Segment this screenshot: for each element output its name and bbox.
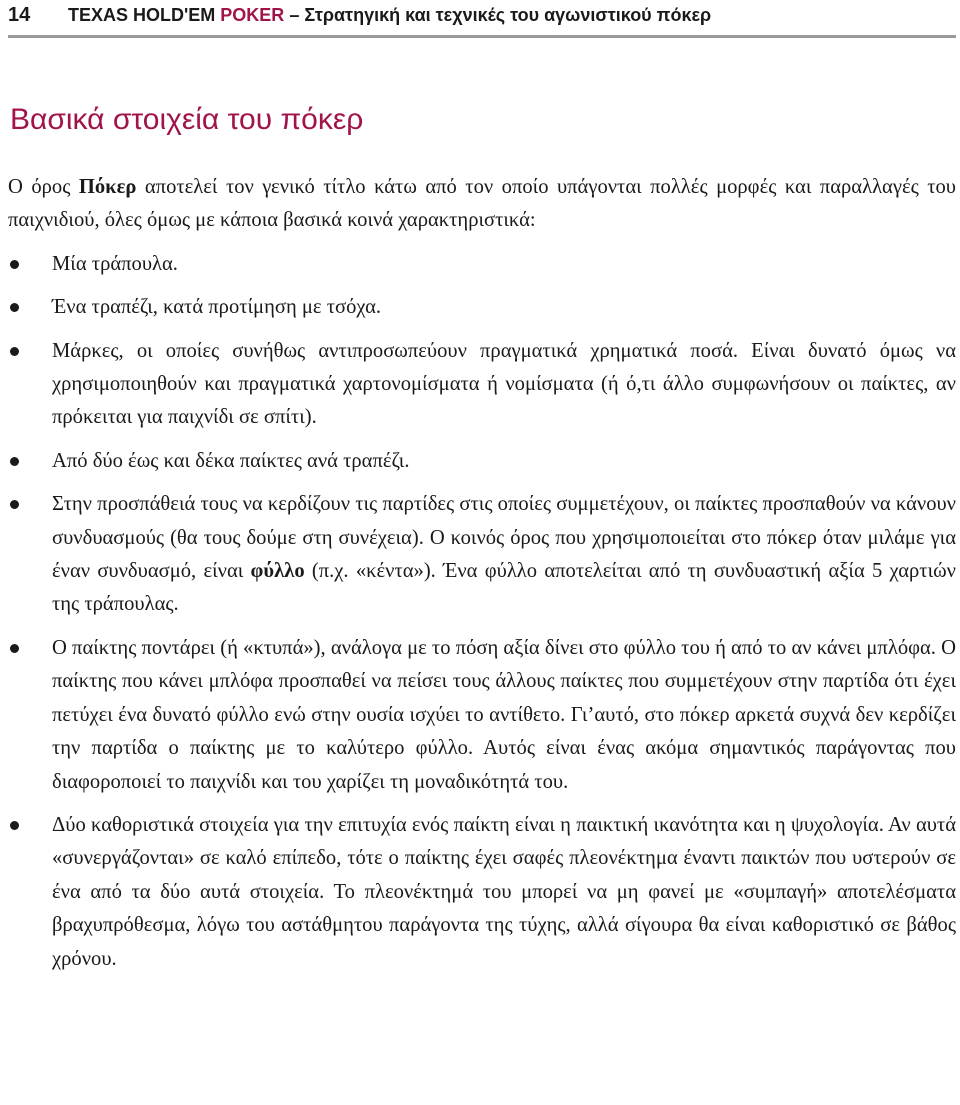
page-number: 14 bbox=[8, 4, 31, 26]
book-title-accent: POKER bbox=[220, 5, 285, 25]
list-item bbox=[8, 809, 956, 976]
list-item bbox=[8, 335, 956, 435]
book-title: TEXAS HOLD'EM bbox=[68, 5, 221, 25]
list-item-text-post: (π.χ. «κέντα»). Ένα φύλλο αποτελείται από τη συνδυαστική αξία 5 χαρτιών της τράπουλας. bbox=[52, 560, 956, 616]
list-item-text: Από δύο έως και δέκα παίκτες ανά τραπέζι. bbox=[52, 449, 410, 472]
list-item-text: Ένα τραπέζι, κατά προτίμηση με τσόχα. bbox=[52, 296, 382, 319]
intro-term: Πόκερ bbox=[78, 176, 137, 198]
book-subtitle: – Στρατηγική και τεχνικές του αγωνιστικού πόκερ bbox=[284, 5, 712, 25]
bullet-icon bbox=[10, 644, 19, 653]
list-item bbox=[8, 445, 956, 478]
list-item bbox=[8, 291, 956, 324]
list-item bbox=[8, 632, 956, 799]
list-item-text: Δύο καθοριστικά στοιχεία για την επιτυχία ενός παίκτη είναι η παικτική ικανότητα και η ψυχολογία. Αν αυτά «συνεργάζονται» σε καλό επίπεδο, τότε ο παίκτης έχει σαφές πλεονέκτημα έναντι παικτών που υστερούν σε ένα από τα δύο αυτά στοιχεία. Το πλεονέκτημά του μπορεί να μη φανεί με «συμπαγή» αποτελέσματα βραχυπρόθεσμα, λόγω του αστάθμητου παράγοντα της τύχης, αλλά σίγουρα θα είναι καθοριστικό σε βάθος χρόνου. bbox=[52, 813, 956, 970]
list-item-text-pre: Στην προσπάθειά τους να κερδίζουν τις παρτίδες στις οποίες συμμετέχουν, οι παίκτες προσπαθούν να κάνουν συνδυασμούς (θα τους δούμε στη συνέχεια). Ο κοινός όρος που χρησιμοποιείται στο πόκερ όταν μιλάμε για έναν συνδυασμό, είναι bbox=[52, 493, 956, 583]
bullet-icon bbox=[10, 821, 19, 830]
intro-paragraph bbox=[8, 171, 956, 238]
section-title: Βασικά στοιχεία του πόκερ bbox=[10, 103, 364, 136]
header-rule bbox=[8, 35, 956, 38]
bullet-icon bbox=[10, 500, 19, 509]
intro-text-post: αποτελεί τον γενικό τίτλο κάτω από τον οποίο υπάγονται πολλές μορφές και παραλλαγές του παιχνιδιού, όλες όμως με κάποια βασικά κοινά χαρακτηριστικά: bbox=[8, 176, 956, 232]
list-item-text: Μία τράπουλα. bbox=[52, 252, 178, 275]
list-item bbox=[8, 488, 956, 622]
list-item bbox=[8, 248, 956, 281]
bullet-icon bbox=[10, 347, 19, 356]
features-list bbox=[8, 248, 956, 976]
intro-text-pre: Ο όρος bbox=[8, 176, 79, 198]
list-item-text: Ο παίκτης ποντάρει (ή «κτυπά»), ανάλογα με το πόση αξία δίνει στο φύλλο του ή από το αν κάνει μπλόφα. Ο παίκτης που κάνει μπλόφα προσπαθεί να πείσει τους άλλους παίκτες που συμμετέχουν στην παρτίδα ότι έχει πετύχει ένα δυνατό φύλλο ενώ στην ουσία ισχύει το αντίθετο. Γι’αυτό, στο πόκερ αρκετά συχνά δεν κερδίζει την παρτίδα ο παίκτης με το καλύτερο φύλλο. Αυτός είναι ένας ακόμα σημαντικός παράγοντας που διαφοροποιεί το παιχνίδι και του χαρίζει τη μοναδικότητά του. bbox=[52, 636, 956, 793]
bullet-icon bbox=[10, 260, 19, 269]
body-content bbox=[8, 171, 956, 986]
list-item-text: Μάρκες, οι οποίες συνήθως αντιπροσωπεύουν πραγματικά χρηματικά ποσά. Είναι δυνατό όμως να χρησιμοποιηθούν και πραγματικά χαρτονομίσματα ή νομίσματα (ή ό,τι άλλο συμφωνήσουν οι παίκτες, αν πρόκειται για παιχνίδι σε σπίτι). bbox=[52, 339, 956, 429]
running-header bbox=[8, 0, 956, 36]
bullet-icon bbox=[10, 457, 19, 466]
list-item-term: φύλλο bbox=[250, 560, 305, 583]
bullet-icon bbox=[10, 303, 19, 312]
